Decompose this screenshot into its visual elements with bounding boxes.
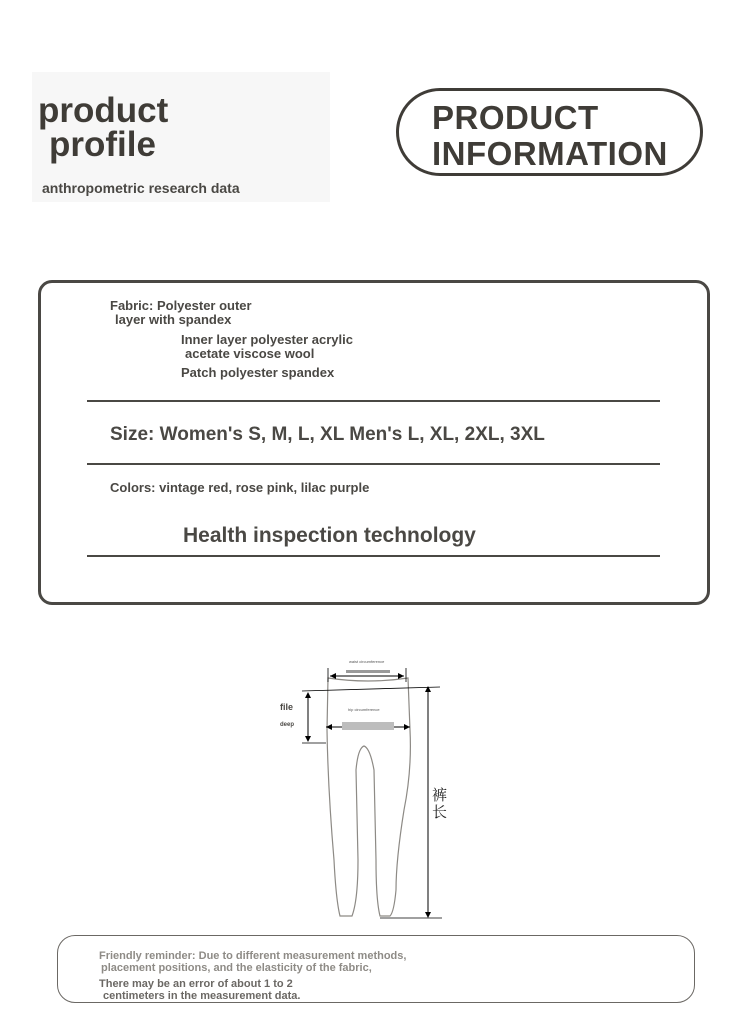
divider <box>87 555 660 557</box>
hip-label: hip circumference <box>348 707 380 712</box>
waist-label: waist circumference <box>349 659 385 664</box>
badge-line1: PRODUCT <box>432 99 599 136</box>
patch-text: Patch polyester spandex <box>181 365 335 380</box>
leggings-outline <box>327 678 410 916</box>
fabric-text <box>110 299 252 327</box>
profile-subtitle: anthropometric research data <box>42 180 240 196</box>
inner-line2: acetate viscose wool <box>185 346 315 361</box>
profile-title <box>38 91 169 164</box>
fabric-line1: Fabric: Polyester outer <box>110 298 252 313</box>
colors-text: Colors: vintage red, rose pink, lilac purple <box>110 480 370 495</box>
product-information-text <box>432 100 668 172</box>
profile-title-line1: product <box>38 91 169 130</box>
deep-label: deep <box>280 722 295 728</box>
reminder-part2 <box>99 978 300 1002</box>
length-char1: 裤 <box>432 786 448 804</box>
file-label: file <box>280 702 294 712</box>
divider <box>87 400 660 402</box>
reminder-line4: centimeters in the measurement data. <box>103 990 301 1002</box>
reminder-line1: Friendly reminder: Due to different measurement methods, <box>99 950 407 962</box>
badge-line2: INFORMATION <box>432 135 668 172</box>
length-label <box>432 787 447 821</box>
length-char2: 长 <box>432 803 448 821</box>
inner-line1: Inner layer polyester acrylic <box>181 332 353 347</box>
inner-layer-text <box>181 333 353 361</box>
reminder-part1 <box>99 950 406 974</box>
profile-title-line2: profile <box>49 125 156 164</box>
health-text: Health inspection technology <box>183 524 476 547</box>
divider <box>87 463 660 465</box>
size-text: Size: Women's S, M, L, XL Men's L, XL, 2XL, 3XL <box>110 424 545 445</box>
reminder-line2: placement positions, and the elasticity of the fabric, <box>101 962 372 974</box>
leggings-diagram <box>260 650 460 930</box>
fabric-line2: layer with spandex <box>115 312 232 327</box>
reminder-line3: There may be an error of about 1 to 2 <box>99 978 293 990</box>
